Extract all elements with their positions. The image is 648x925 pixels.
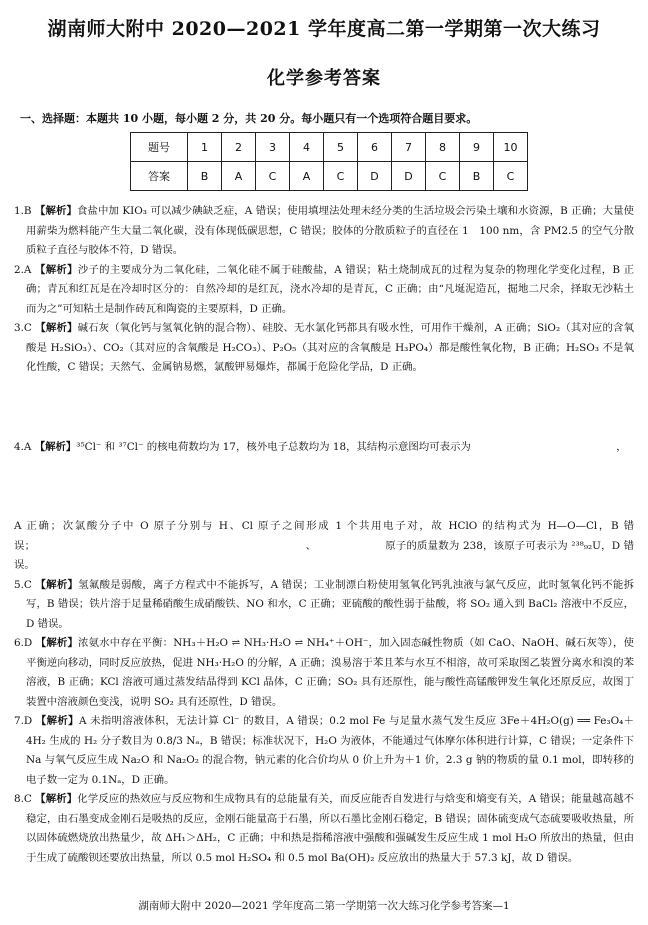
item-number: 5.C xyxy=(14,578,32,591)
item-text: 沙子的主要成分为二氧化硅，二氧化硅不属于硅酸盐，A 错误；粘土烧制成瓦的过程为复杂的物理化学变化过程，B 正确；青瓦和红瓦是在冷却时区分的：自然冷却的是红瓦，浇水冷却的是青瓦，C 正确；由“凡埏泥造瓦，掘地二尺余，择取无沙粘土而为之”可知粘土是制作砖瓦和陶瓷的主要原料，D 正确。 xyxy=(26,263,635,315)
analysis-tag: 【解析】 xyxy=(35,578,79,591)
item-text: A 正确；次氯酸分子中 O 原子分别与 H、Cl 原子之间形成 1 个共用电子对，故 HClO 的结构式为 H—O—Cl，B 错误； 、 原子的质量数为 238，该原子可表示为 ²³⁸₉₂U，D 错误。 xyxy=(14,520,634,571)
table-cell: 5 xyxy=(324,133,358,162)
page-number: —1 xyxy=(492,900,510,912)
table-cell: 10 xyxy=(494,133,528,162)
analysis-tag: 【解析】 xyxy=(35,793,78,805)
item-number: 8.C xyxy=(14,793,32,805)
explanation-item-continued xyxy=(14,517,634,576)
table-cell: A xyxy=(290,162,324,191)
table-cell: 6 xyxy=(358,133,392,162)
item-number: 2.A xyxy=(14,263,32,276)
table-cell: C xyxy=(324,162,358,191)
table-header-cell: 答案 xyxy=(131,162,188,191)
analysis-tag: 【解析】 xyxy=(34,205,77,217)
document-title: 湖南师大附中 2020—2021 学年度高二第一学期第一次大练习 xyxy=(47,18,601,40)
explanation-item xyxy=(14,202,634,261)
analysis-tag: 【解析】 xyxy=(35,715,79,727)
analysis-tag: 【解析】 xyxy=(34,440,77,453)
table-cell: D xyxy=(358,162,392,191)
table-cell: 4 xyxy=(290,133,324,162)
item-number: 6.D xyxy=(14,637,33,649)
item-number: 1.B xyxy=(14,205,32,217)
table-row-answers xyxy=(131,162,528,191)
table-cell: B xyxy=(188,162,222,191)
item-number: 4.A xyxy=(14,440,32,453)
item-text: 碱石灰（氧化钙与氢氧化钠的混合物）、硅胶、无水氯化钙都具有吸水性，可用作干燥剂，A 正确；SiO₂（其对应的含氧酸是 H₂SiO₃）、CO₂（其对应的含氧酸是 H₂CO₃）、P₂O₅（其对应的含氧酸是 H₃PO₄）都是酸性氧化物，B 正确；H₂SO₃ 不是氧化性酸，C 错误；天然气、金属钠易燃，氯酸钾易爆炸，都属于危险化学品，D 正确。 xyxy=(26,322,634,373)
analysis-tag: 【解析】 xyxy=(35,637,79,649)
explanation-item xyxy=(14,790,634,868)
section-heading: 一、选择题：本题共 10 小题，每小题 2 分，共 20 分。每小题只有一个选项符合题目要求。 xyxy=(20,112,478,125)
table-cell: D xyxy=(392,162,426,191)
analysis-tag: 【解析】 xyxy=(35,263,78,276)
table-header-cell: 题号 xyxy=(131,133,188,162)
explanations-body xyxy=(14,202,634,868)
table-cell: 9 xyxy=(460,133,494,162)
table-row-numbers xyxy=(131,133,528,162)
table-cell: 2 xyxy=(222,133,256,162)
explanation-item xyxy=(14,261,634,320)
item-text: 化学反应的热效应与反应物和生成物具有的总能量有关，而反应能否自发进行与焓变和熵变有关，A 错误；能量越高越不稳定，由石墨变成金刚石是吸热的反应，金刚石能量高于石墨，所以石墨比金刚石稳定，B 错误；固体硫变成气态硫要吸收热量，所以固体硫燃烧放出热量少，故 ΔH₁＞ΔH₂，C 正确；中和热是指稀溶液中强酸和强碱发生反应生成 1 mol H₂O 所放出的热量，但由于生成了硫酸钡还要放出热量，所以 0.5 mol H₂SO₄ 和 0.5 mol Ba(OH)₂ 反应放出的热量大于 57.3 kJ，故 D 错误。 xyxy=(26,793,634,864)
page-footer xyxy=(0,898,648,913)
item-text: 食盐中加 KIO₃ 可以减少碘缺乏症，A 错误；使用填埋法处理未经分类的生活垃圾会污染土壤和水资源，B 正确；大量使用薪柴为燃料能产生大量二氧化碳，没有体现低碳思想，C 错误；胶体的分散质粒子的直径在 1 100 nm，含 PM2.5 的空气分散质粒子直径与胶体不符，D 错误。 xyxy=(26,205,634,256)
document-subtitle: 化学参考答案 xyxy=(267,68,381,89)
item-text: 氢氟酸是弱酸，离子方程式中不能拆写，A 错误；工业制漂白粉使用氢氧化钙乳浊液与氯气反应，此时氢氧化钙不能拆写，B 错误；铁片溶于足量稀硝酸生成硝酸铁、NO 和水，C 正确；亚硫酸的酸性弱于盐酸，将 SO₂ 通入到 BaCl₂ 溶液中不反应，D 错误。 xyxy=(26,578,634,630)
explanation-item xyxy=(14,712,634,790)
item-text: ³⁵Cl⁻ 和 ³⁷Cl⁻ 的核电荷数均为 17，核外电子总数均为 18，其结构示意图均可表示为 ， xyxy=(76,440,627,453)
table-cell: B xyxy=(460,162,494,191)
item-number: 7.D xyxy=(14,715,33,727)
explanation-item xyxy=(14,438,634,458)
table-cell: 7 xyxy=(392,133,426,162)
answer-table xyxy=(130,132,528,191)
item-text: A 未指明溶液体积，无法计算 Cl⁻ 的数目，A 错误；0.2 mol Fe 与足量水蒸气发生反应 3Fe＋4H₂O(g) ══ Fe₃O₄＋4H₂ 生成的 H₂ 分子数目为 0.8/3 Nₐ，B 错误；标准状况下，H₂O 为液体，不能通过气体摩尔体积进行计算，C 错误；一定条件下 Na 与氧气反应生成 Na₂O 和 Na₂O₂ 的混合物，钠元素的化合价均从 0 价上升为＋1 价，2.3 g 钠的物质的量 0.1 mol，即转移的电子数一定为 0.1Nₐ，D 正确。 xyxy=(26,715,634,786)
table-cell: 3 xyxy=(256,133,290,162)
footer-text: 湖南师大附中 2020—2021 学年度高二第一学期第一次大练习化学参考答案 xyxy=(138,900,493,912)
item-text: 浓氨水中存在平衡：NH₃＋H₂O ⇌ NH₃·H₂O ⇌ NH₄⁺＋OH⁻，加入固态碱性物质（如 CaO、NaOH、碱石灰等），使平衡逆向移动，同时反应放热，促进 NH₃·H₂O 的分解，A 正确；溴易溶于苯且苯与水互不相溶，故可采取图乙装置分离水和溴的苯溶液，B 正确；KCl 溶液可通过蒸发结晶得到 KCl 晶体，C 正确；SO₂ 具有还原性，能与酸性高锰酸钾发生氧化还原反应，故图丁装置中溶液颜色变浅，说明 SO₂ 具有还原性，D 错误。 xyxy=(26,637,634,708)
table-cell: 8 xyxy=(426,133,460,162)
explanation-item xyxy=(14,634,634,712)
table-cell: C xyxy=(494,162,528,191)
item-number: 3.C xyxy=(14,322,32,334)
figure-gap xyxy=(14,457,634,517)
table-cell: A xyxy=(222,162,256,191)
table-cell: C xyxy=(426,162,460,191)
explanation-item xyxy=(14,319,634,378)
explanation-item xyxy=(14,576,634,635)
table-cell: 1 xyxy=(188,133,222,162)
table-cell: C xyxy=(256,162,290,191)
analysis-tag: 【解析】 xyxy=(35,322,78,334)
figure-gap xyxy=(14,378,634,438)
